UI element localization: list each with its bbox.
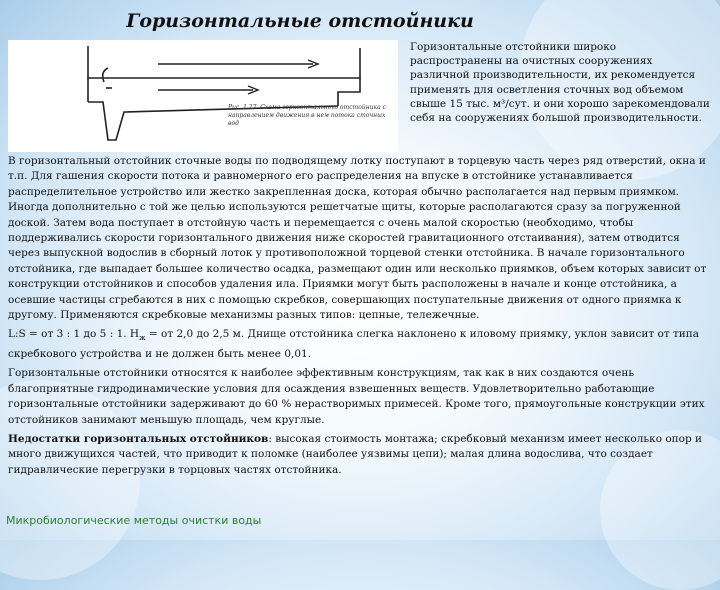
dimensions-end: = от 2,0 до 2,5 м. Днище отстойника слегка наклонено к иловому приямку, уклон зависит от типа скребкового устройства и не должен быть менее 0,01. (8, 328, 700, 360)
settler-diagram (8, 40, 398, 152)
paragraph-advantages: Горизонтальные отстойники относятся к наиболее эффективным конструкциям, так как в них создаются очень благоприятные гидродинамические условия для осаждения взвешенных веществ. Удовлетворительно работающие горизонтальные отстойники задерживают до 60 % нерастворимых примесей. Кроме того, прямоугольные конструкции этих отстойников занимают меньшую площадь, чем круглые. (8, 367, 705, 426)
disadvantages-heading: Недостатки горизонтальных отстойников (8, 433, 269, 445)
paragraph-process: В горизонтальный отстойник сточные воды по подводящему лотку поступают в торцевую часть через ряд отверстий, окна и т.п. Для гашения скорости потока и равномерного его распределения на впуске в отстойнике устанавливается распределительное устройство или жестко закрепленная доска, которая обычно располагается над первым приямком. Иногда дополнительно с той же целью используются решетчатые щиты, которые располагаются сразу за погруженной доской. Затем вода поступает в отстойную часть и перемещается с очень малой скоростью (необходимо, чтобы поддерживались скорости горизонтального движения ниже скоростей гравитационного отстаивания), затем отводится через выпускной водослив в сборный лоток у противоположной торцевой стенки отстойника. В начале горизонтального отстойника, где выпадает большее количество осадка, размещают один или несколько приямков, объем которых зависит от конструкции отстойников и способов удаления ила. Приямки могут быть расположены в начале и конце отстойника, а осевшие частицы сгребаются в них с помощью скребков, совершающих поступательные движения от одного приямка к другому. Применяются скребковые механизмы разных типов: цепные, тележечные. (8, 155, 707, 322)
settler-figure (8, 40, 398, 152)
figure-caption: Рис. 1.27. Схема горизонтального отстойника с направлением движения в нем потока сточных вод (228, 104, 386, 127)
footer-section-title: Микробиологические методы очистки воды (6, 514, 262, 527)
intro-paragraph: Горизонтальные отстойники широко распространены на очистных сооружениях различной производительности, их рекомендуется применять для осветления сточных вод объемом свыше 15 тыс. м³/сут. и они хорошо зарекомендовали себя на сооружениях большой производительности. (410, 41, 710, 125)
main-text (8, 154, 712, 478)
paragraph-dimensions (8, 327, 712, 362)
dimensions-subscript: ж (139, 334, 146, 343)
disadvantages-text: : высокая стоимость монтажа; скребковый механизм имеет несколько опор и много движущихся частей, что приводит к поломке (наиболее уязвимы цепи); малая длина водослива, что создает гидравлические перегрузки в торцовых частях отстойника. (8, 433, 703, 476)
slide-title: Горизонтальные отстойники (126, 10, 474, 32)
dimensions-start: L:S = от 3 : 1 до 5 : 1. H (8, 328, 140, 341)
paragraph-disadvantages (8, 432, 712, 478)
